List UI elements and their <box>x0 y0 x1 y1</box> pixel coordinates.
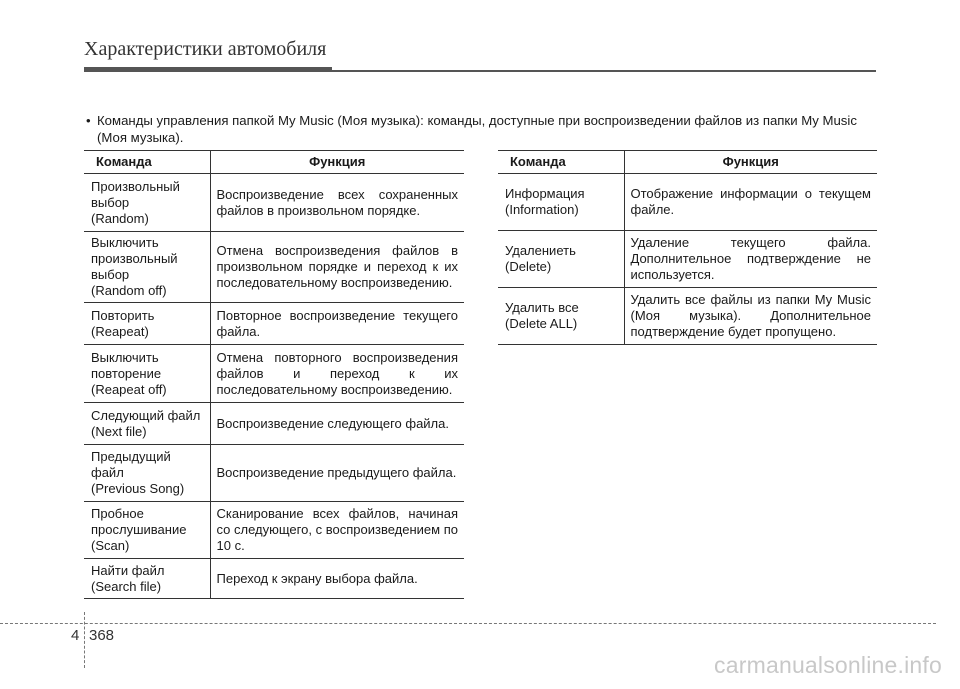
chapter-number: 4 <box>71 627 80 644</box>
column-header-command: Команда <box>84 151 210 174</box>
function-cell: Удалить все файлы из папки My Music (Моя музыка). Дополнительное подтверждение будет пропущено. <box>624 288 877 345</box>
command-cell <box>84 345 210 403</box>
command-english: (Previous Song) <box>91 481 185 496</box>
table-row <box>498 288 877 345</box>
column-header-function: Функция <box>210 151 464 174</box>
page-section-title: Характеристики автомобиля <box>84 38 327 60</box>
command-cell <box>84 303 210 345</box>
command-english: (Random off) <box>91 283 167 298</box>
table-header-row <box>84 151 464 174</box>
command-name: Предыдущий файл <box>91 449 171 480</box>
command-english: (Scan) <box>91 538 130 553</box>
command-english: (Information) <box>505 202 579 217</box>
command-name: Произвольный выбор <box>91 178 180 210</box>
column-header-command: Команда <box>498 151 624 174</box>
command-english: (Next file) <box>91 423 147 439</box>
command-name: Найти файл <box>91 562 165 578</box>
table-row <box>84 303 464 345</box>
command-cell <box>84 502 210 559</box>
table-row <box>84 403 464 445</box>
command-english: (Reapeat off) <box>91 381 167 397</box>
command-name: Удалениеть <box>505 243 576 258</box>
command-cell <box>84 559 210 599</box>
page-number: 368 <box>89 627 115 644</box>
function-cell: Воспроизведение предыдущего файла. <box>210 445 464 502</box>
intro-text: Команды управления папкой My Music (Моя музыка): команды, доступные при воспроизведении файлов из папки My Music (Моя музыка). <box>97 113 857 145</box>
table-row <box>84 232 464 303</box>
commands-table-right <box>498 150 877 345</box>
command-english: (Random) <box>91 210 149 226</box>
header-rule <box>332 70 876 72</box>
table-row <box>84 559 464 599</box>
command-name: Удалить все <box>505 300 579 315</box>
function-cell: Воспроизведение всех сохраненных файлов в произвольном порядке. <box>210 174 464 232</box>
table-header-row <box>498 151 877 174</box>
function-cell: Сканирование всех файлов, начиная со следующего, с воспроизведением по 10 с. <box>210 502 464 559</box>
function-cell: Удаление текущего файла. Дополнительное подтверждение не используется. <box>624 231 877 288</box>
function-cell: Воспроизведение следующего файла. <box>210 403 464 445</box>
command-english: (Delete) <box>505 259 552 274</box>
command-cell <box>498 174 624 231</box>
command-cell <box>84 403 210 445</box>
command-name: Следующий файл <box>91 407 201 423</box>
command-english: (Search file) <box>91 578 162 594</box>
function-cell: Отмена повторного воспроизведения файлов и переход к их последовательному воспроизведению. <box>210 345 464 403</box>
command-name: Повторить <box>91 307 155 323</box>
footer-vertical-rule <box>84 612 85 668</box>
table-row <box>84 345 464 403</box>
bullet-mark: • <box>86 113 91 128</box>
table-row <box>84 445 464 502</box>
table-row <box>498 174 877 231</box>
command-cell <box>498 288 624 345</box>
footer-dashed-rule <box>0 623 936 624</box>
function-cell: Отображение информации о текущем файле. <box>624 174 877 231</box>
command-cell <box>498 231 624 288</box>
command-cell <box>84 445 210 502</box>
command-english: (Reapeat) <box>91 323 149 339</box>
command-name: Выключить повторение <box>91 349 162 381</box>
table-row <box>84 502 464 559</box>
function-cell: Отмена воспроизведения файлов в произвольном порядке и переход к их последовательному воспроизведению. <box>210 232 464 303</box>
command-name: Пробное прослушивание <box>91 506 187 537</box>
function-cell: Повторное воспроизведение текущего файла. <box>210 303 464 345</box>
watermark: carmanualsonline.info <box>714 652 942 678</box>
intro-paragraph <box>84 112 879 146</box>
command-cell <box>84 174 210 232</box>
commands-table-left <box>84 150 464 599</box>
table-row <box>498 231 877 288</box>
header-accent-bar <box>84 67 332 72</box>
command-name: Выключить произвольный выбор <box>91 235 178 282</box>
table-row <box>84 174 464 232</box>
function-cell: Переход к экрану выбора файла. <box>210 559 464 599</box>
column-header-function: Функция <box>624 151 877 174</box>
command-name: Информация <box>505 186 585 201</box>
command-english: (Delete ALL) <box>505 316 578 331</box>
command-cell <box>84 232 210 303</box>
